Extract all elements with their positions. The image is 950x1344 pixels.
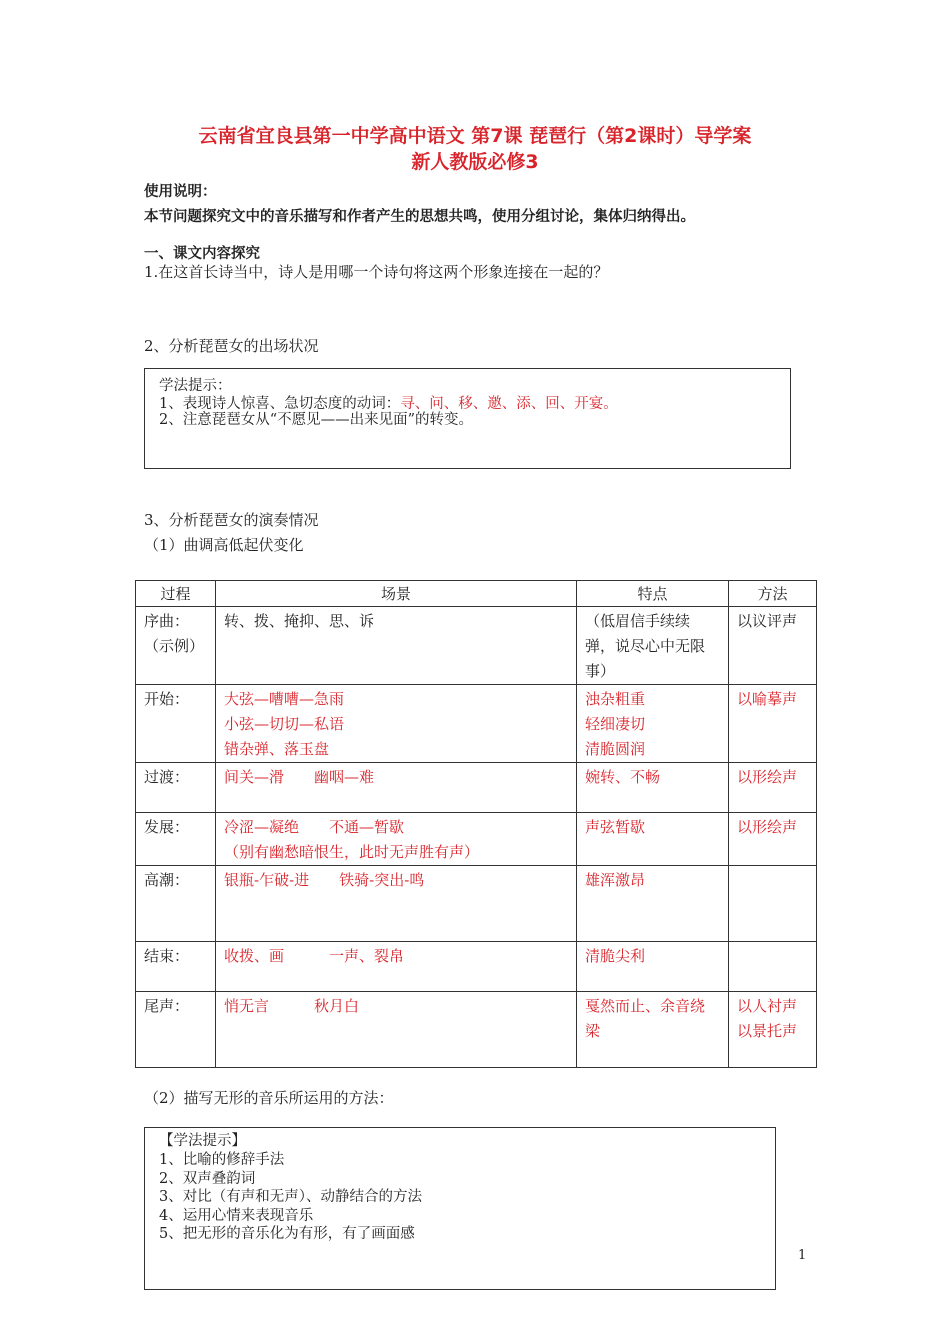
- cell-text: 弹，说尽心中无限: [585, 637, 706, 655]
- table-row: [136, 607, 817, 685]
- feature-cell: [577, 813, 729, 866]
- cell-text: 婉转、不畅: [585, 768, 661, 786]
- method-cell: [729, 866, 817, 942]
- method-cell: [729, 813, 817, 866]
- page-number: 1: [798, 1248, 807, 1263]
- table-header-feature: 特点: [577, 581, 729, 607]
- cell-text: 错杂弹、落玉盘: [224, 740, 330, 758]
- cell-text: 发展：: [144, 818, 190, 836]
- question-3-sub-2: （2）描写无形的音乐所运用的方法：: [144, 1089, 394, 1107]
- cell-text: 雄浑激昂: [585, 871, 646, 889]
- cell-text: 以议评声: [737, 612, 798, 630]
- cell-text: 转、拨、掩抑、思、诉: [224, 612, 375, 630]
- table-row: [136, 685, 817, 763]
- cell-text: 戛然而止、余音绕: [585, 997, 706, 1015]
- scene-cell: [216, 866, 577, 942]
- document-title-line2: 新人教版必修3: [411, 151, 539, 173]
- performance-analysis-table: [135, 580, 817, 1068]
- method-cell: [729, 763, 817, 813]
- study-tip-line-2: 2、注意琵琶女从“不愿见——出来见面”的转变。: [159, 412, 474, 428]
- stage-cell: [136, 763, 216, 813]
- stage-cell: [136, 992, 216, 1068]
- cell-text: 高潮：: [144, 871, 190, 889]
- study-tip-2-line: 5、把无形的音乐化为有形，有了画面感: [159, 1226, 415, 1242]
- feature-cell: [577, 866, 729, 942]
- method-cell: [729, 942, 817, 992]
- study-tip-line-1-verbs: 寻、问、移、邀、添、回、开宴。: [400, 396, 618, 412]
- scene-cell: [216, 763, 577, 813]
- feature-cell: [577, 685, 729, 763]
- cell-text: 清脆尖利: [585, 947, 646, 965]
- cell-text: 开始：: [144, 690, 190, 708]
- cell-text: 事）: [585, 662, 616, 680]
- table-header-scene: 场景: [216, 581, 577, 607]
- table-header-method: 方法: [729, 581, 817, 607]
- scene-cell: [216, 685, 577, 763]
- cell-text: 冷涩—凝绝 不通—暂歇: [224, 818, 405, 836]
- cell-text: 小弦—切切—私语: [224, 715, 345, 733]
- cell-text: 以形绘声: [737, 818, 798, 836]
- cell-text: 轻细凄切: [585, 715, 646, 733]
- cell-text: 间关—滑 幽咽—难: [224, 768, 375, 786]
- method-cell: [729, 685, 817, 763]
- table-row: [136, 942, 817, 992]
- cell-text: （别有幽愁暗恨生，此时无声胜有声）: [224, 843, 480, 861]
- feature-cell: [577, 607, 729, 685]
- question-2: 2、分析琵琶女的出场状况: [144, 337, 319, 355]
- cell-text: 过渡：: [144, 768, 190, 786]
- cell-text: 尾声：: [144, 997, 190, 1015]
- scene-cell: [216, 942, 577, 992]
- scene-cell: [216, 992, 577, 1068]
- usage-text: 本节问题探究文中的音乐描写和作者产生的思想共鸣，使用分组讨论，集体归纳得出。: [144, 209, 695, 225]
- document-title-line1: 云南省宜良县第一中学高中语文 第7课 琵琶行（第2课时）导学案: [198, 125, 752, 147]
- study-tip-2-title: 【学法提示】: [159, 1133, 246, 1149]
- question-3: 3、分析琵琶女的演奏情况: [144, 511, 319, 529]
- cell-text: 收拨、画 一声、裂帛: [224, 947, 405, 965]
- feature-cell: [577, 992, 729, 1068]
- table-header-stage: 过程: [136, 581, 216, 607]
- scene-cell: [216, 607, 577, 685]
- cell-text: 声弦暂歇: [585, 818, 646, 836]
- feature-cell: [577, 942, 729, 992]
- table-header-row: [136, 581, 817, 607]
- cell-text: 序曲：: [144, 612, 190, 630]
- cell-text: 悄无言 秋月白: [224, 997, 360, 1015]
- cell-text: 梁: [585, 1022, 601, 1040]
- study-tip-title: 学法提示：: [159, 378, 232, 394]
- table-row: [136, 992, 817, 1068]
- stage-cell: [136, 866, 216, 942]
- question-3-sub-1: （1）曲调高低起伏变化: [144, 536, 304, 554]
- study-tip-line-1-prefix: 1、表现诗人惊喜、急切态度的动词：: [159, 396, 401, 412]
- method-cell: [729, 992, 817, 1068]
- study-tip-box-2: [144, 1127, 776, 1290]
- study-tip-box-1: [144, 368, 791, 469]
- cell-text: 银瓶-乍破-进 铁骑-突出-鸣: [224, 871, 425, 889]
- cell-text: 以喻摹声: [737, 690, 798, 708]
- method-cell: [729, 607, 817, 685]
- table-row: [136, 813, 817, 866]
- cell-text: 以形绘声: [737, 768, 798, 786]
- stage-cell: [136, 685, 216, 763]
- question-1: 1.在这首长诗当中，诗人是用哪一个诗句将这两个形象连接在一起的？: [144, 263, 609, 281]
- cell-text: 浊杂粗重: [585, 690, 646, 708]
- cell-text: 以人衬声: [737, 997, 798, 1015]
- stage-cell: [136, 942, 216, 992]
- cell-text: 大弦—嘈嘈—急雨: [224, 690, 345, 708]
- feature-cell: [577, 763, 729, 813]
- study-tip-2-line: 4、运用心情来表现音乐: [159, 1208, 314, 1224]
- cell-text: （低眉信手续续: [585, 612, 691, 630]
- cell-text: 以景托声: [737, 1022, 798, 1040]
- cell-text: （示例）: [144, 637, 205, 655]
- stage-cell: [136, 813, 216, 866]
- table-row: [136, 763, 817, 813]
- stage-cell: [136, 607, 216, 685]
- usage-heading: 使用说明：: [144, 184, 217, 200]
- study-tip-2-line: 1、比喻的修辞手法: [159, 1152, 285, 1168]
- cell-text: 结束：: [144, 947, 190, 965]
- cell-text: 清脆圆润: [585, 740, 646, 758]
- study-tip-2-line: 3、对比（有声和无声）、动静结合的方法: [159, 1189, 422, 1205]
- scene-cell: [216, 813, 577, 866]
- section1-heading: 一、课文内容探究: [144, 246, 260, 262]
- table-row: [136, 866, 817, 942]
- study-tip-2-line: 2、双声叠韵词: [159, 1171, 256, 1187]
